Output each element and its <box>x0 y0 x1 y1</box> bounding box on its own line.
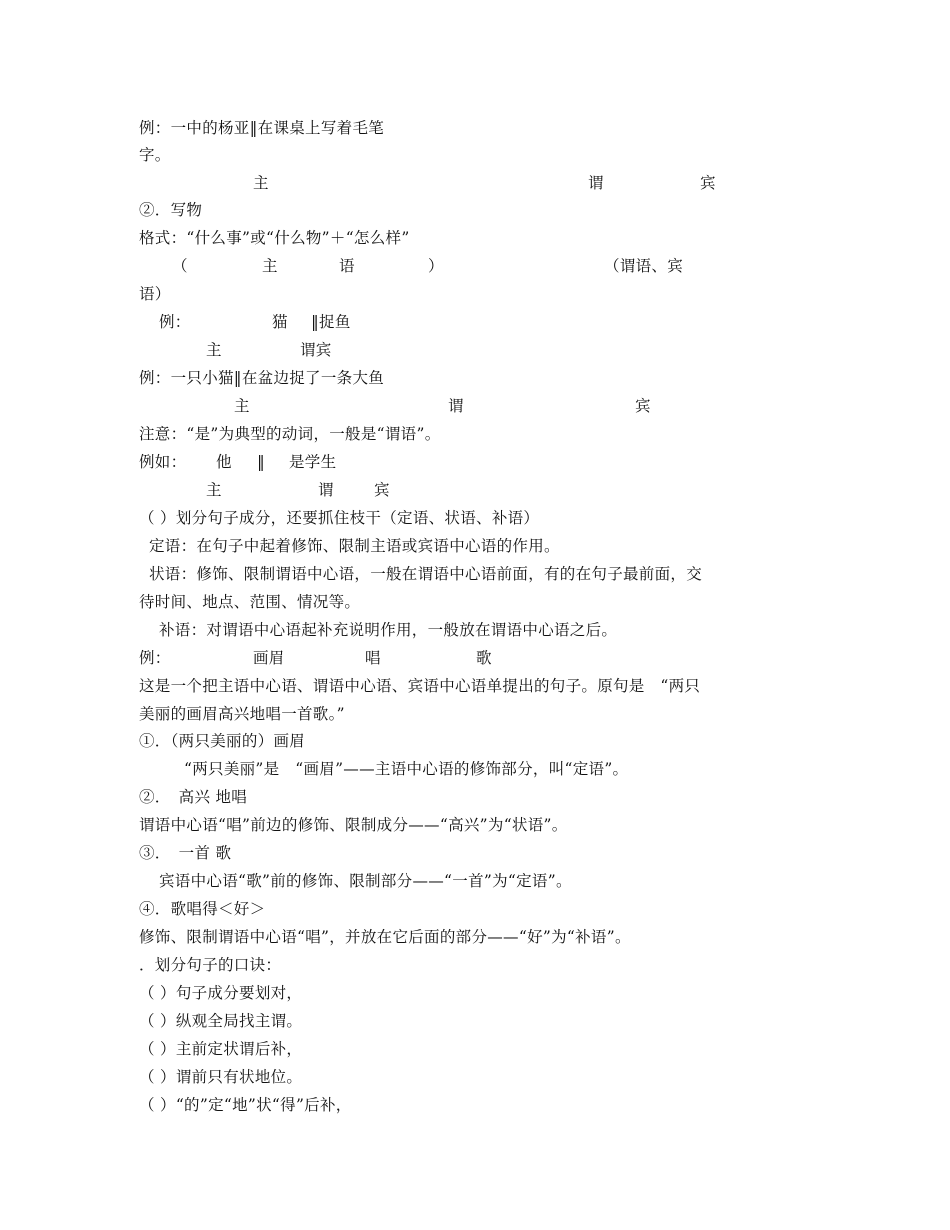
text-line: 待时间、地点、范围、情况等。 <box>139 593 361 611</box>
example-word: 歌 <box>476 649 492 667</box>
text-line: 字。 <box>139 146 171 164</box>
format-subject: 主 <box>262 257 278 275</box>
example-word: 唱 <box>365 649 381 667</box>
numbered-line: ①．（两只美丽的）画眉 <box>139 732 306 750</box>
rhyme-line: （ ）纵观全局找主谓。 <box>139 1012 303 1030</box>
format-yu: 语 <box>339 257 355 275</box>
predicate-marker: 谓宾 <box>300 341 332 359</box>
subject-marker: 主 <box>206 341 222 359</box>
numbered-line: ④．歌唱得＜好＞ <box>139 900 266 918</box>
text-line: （ ）划分句子成分，还要抓住枝干（定语、状语、补语） <box>139 509 540 527</box>
example-word: 他 <box>216 453 232 471</box>
subject-marker: 主 <box>206 481 222 499</box>
example-word: ‖捉鱼 <box>311 313 351 331</box>
example-word: 画眉 <box>253 649 285 667</box>
subject-marker: 主 <box>234 397 250 415</box>
example-label: 例： <box>159 313 191 331</box>
example-label: 例： <box>139 649 171 667</box>
numbered-line: ②． 高兴 地唱 <box>139 788 248 806</box>
definition-line: 状语：修饰、限制谓语中心语，一般在谓语中心语前面，有的在句子最前面，交 <box>149 565 703 583</box>
text-line: 谓语中心语“唱”前边的修饰、限制成分——“高兴”为“状语”。 <box>139 816 568 834</box>
example-line: 例：一中的杨亚‖在课桌上写着毛笔 <box>139 119 385 137</box>
definition-line: 定语：在句子中起着修饰、限制主语或宾语中心语的作用。 <box>149 537 560 555</box>
rhyme-line: （ ）主前定状谓后补， <box>139 1040 303 1058</box>
definition-line: 补语：对谓语中心语起补充说明作用，一般放在谓语中心语之后。 <box>159 621 618 639</box>
rhyme-line: （ ）句子成分要划对， <box>139 984 303 1002</box>
example-word: ‖ <box>257 453 266 471</box>
section-heading: ②．写物 <box>139 201 203 219</box>
rhyme-line: （ ）“的”定“地”状“得”后补， <box>139 1096 352 1114</box>
subject-marker: 主 <box>253 174 269 192</box>
format-predicate: （谓语、宾 <box>604 257 684 275</box>
predicate-marker: 谓 <box>588 174 604 192</box>
example-line: 例：一只小猫‖在盆边捉了一条大鱼 <box>139 369 385 387</box>
text-line: ．划分句子的口诀： <box>139 956 282 974</box>
object-marker: 宾 <box>635 397 651 415</box>
note-line: 注意：“是”为典型的动词，一般是“谓语”。 <box>139 425 441 443</box>
example-word: 是学生 <box>289 453 337 471</box>
text-line: 美丽的画眉高兴地唱一首歌。” <box>139 705 345 723</box>
format-line: 格式：“什么事”或“什么物”＋“怎么样” <box>139 229 410 247</box>
text-line: 修饰、限制谓语中心语“唱”，并放在它后面的部分——“好”为“补语”。 <box>139 928 631 946</box>
text-line: “两只美丽”是 “画眉”——主语中心语的修饰部分，叫“定语”。 <box>184 760 629 778</box>
paren-close: ） <box>428 257 444 275</box>
rhyme-line: （ ）谓前只有状地位。 <box>139 1068 303 1086</box>
example-word: 猫 <box>272 313 288 331</box>
text-line: 这是一个把主语中心语、谓语中心语、宾语中心语单提出的句子。原句是 “两只 <box>139 677 701 695</box>
text-line: 语） <box>139 285 171 303</box>
object-marker: 宾 <box>374 481 390 499</box>
numbered-line: ③． 一首 歌 <box>139 844 232 862</box>
example-label: 例如： <box>139 453 187 471</box>
predicate-marker: 谓 <box>318 481 334 499</box>
predicate-marker: 谓 <box>448 397 464 415</box>
text-line: 宾语中心语“歌”前的修饰、限制部分——“一首”为“定语”。 <box>159 872 572 890</box>
paren-open: （ <box>172 257 188 275</box>
object-marker: 宾 <box>700 174 716 192</box>
